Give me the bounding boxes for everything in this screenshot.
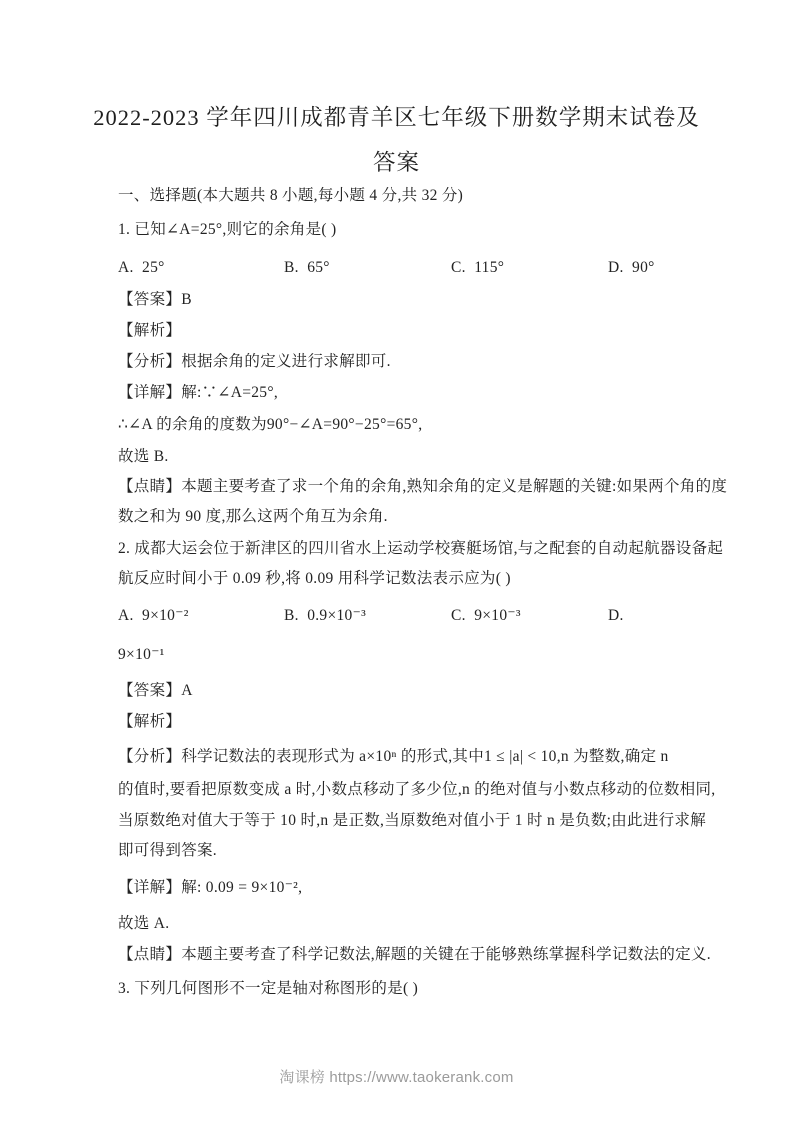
option-label: D.: [608, 607, 624, 624]
option-value: 9×10⁻²: [142, 607, 189, 624]
option-label: A.: [118, 607, 134, 624]
question-2-analysis-line3: 当原数绝对值大于等于 10 时,n 是正数,当原数绝对值小于 1 时 n 是负数;由此进行求解: [118, 812, 707, 829]
question-1-conclusion: 故选 B.: [118, 448, 169, 465]
question-1-analysis-header: 【解析】: [118, 322, 182, 339]
section-heading: 一、选择题(本大题共 8 小题,每小题 4 分,共 32 分): [118, 187, 464, 204]
question-1-detail-line1: 【详解】解:∵∠A=25°,: [118, 384, 279, 401]
option-value: 25°: [142, 259, 165, 276]
question-1-option-d: [608, 257, 655, 279]
question-1-option-a: [118, 257, 165, 279]
question-2-note: 【点睛】本题主要考查了科学记数法,解题的关键在于能够熟练掌握科学记数法的定义.: [118, 946, 711, 963]
question-1-note-line2: 数之和为 90 度,那么这两个角互为余角.: [118, 508, 388, 525]
question-2-stem-line2: 航反应时间小于 0.09 秒,将 0.09 用科学记数法表示应为( ): [118, 570, 511, 587]
question-2-analysis-line2: 的值时,要看把原数变成 a 时,小数点移动了多少位,n 的绝对值与小数点移动的位数相同,: [118, 781, 716, 798]
question-2-stem-line1: 2. 成都大运会位于新津区的四川省水上运动学校赛艇场馆,与之配套的自动起航器设备起: [118, 540, 724, 557]
option-value: 0.9×10⁻³: [307, 607, 367, 624]
question-2-answer: 【答案】A: [118, 682, 193, 699]
question-2-option-a: [118, 605, 189, 627]
question-2-analysis-line1: 【分析】科学记数法的表现形式为 a×10ⁿ 的形式,其中1 ≤ |a| < 10,n 为整数,确定 n: [118, 748, 669, 765]
question-1-answer: 【答案】B: [118, 291, 192, 308]
option-label: B.: [284, 259, 299, 276]
question-2-analysis-header: 【解析】: [118, 713, 182, 730]
question-1-analysis: 【分析】根据余角的定义进行求解即可.: [118, 353, 391, 370]
question-1-stem: 1. 已知∠A=25°,则它的余角是( ): [118, 221, 337, 238]
option-value: 90°: [632, 259, 655, 276]
option-label: C.: [451, 607, 466, 624]
option-label: B.: [284, 607, 299, 624]
question-2-option-c: [451, 605, 521, 627]
question-2-analysis-line4: 即可得到答案.: [118, 842, 217, 859]
question-2-option-d: [608, 605, 624, 627]
page-title-line1: 2022-2023 学年四川成都青羊区七年级下册数学期末试卷及: [93, 105, 700, 130]
site-watermark: 淘课榜 https://www.taokerank.com: [279, 1069, 514, 1086]
option-label: D.: [608, 259, 624, 276]
option-label: C.: [451, 259, 466, 276]
question-3-stem: 3. 下列几何图形不一定是轴对称图形的是( ): [118, 980, 419, 997]
question-1-detail-line2: ∴∠A 的余角的度数为90°−∠A=90°−25°=65°,: [118, 416, 423, 433]
question-2-option-d-value: 9×10⁻¹: [118, 646, 165, 663]
page-title-line2: 答案: [372, 150, 420, 175]
option-value: 9×10⁻³: [474, 607, 521, 624]
question-2-detail: 【详解】解: 0.09 = 9×10⁻²,: [118, 879, 303, 896]
option-label: A.: [118, 259, 134, 276]
question-2-option-b: [284, 605, 366, 627]
option-value: 65°: [307, 259, 330, 276]
question-1-option-b: [284, 257, 330, 279]
question-2-conclusion: 故选 A.: [118, 915, 170, 932]
question-1-option-c: [451, 257, 504, 279]
question-1-note-line1: 【点睛】本题主要考查了求一个角的余角,熟知余角的定义是解题的关键:如果两个角的度: [118, 478, 728, 495]
option-value: 115°: [474, 259, 505, 276]
